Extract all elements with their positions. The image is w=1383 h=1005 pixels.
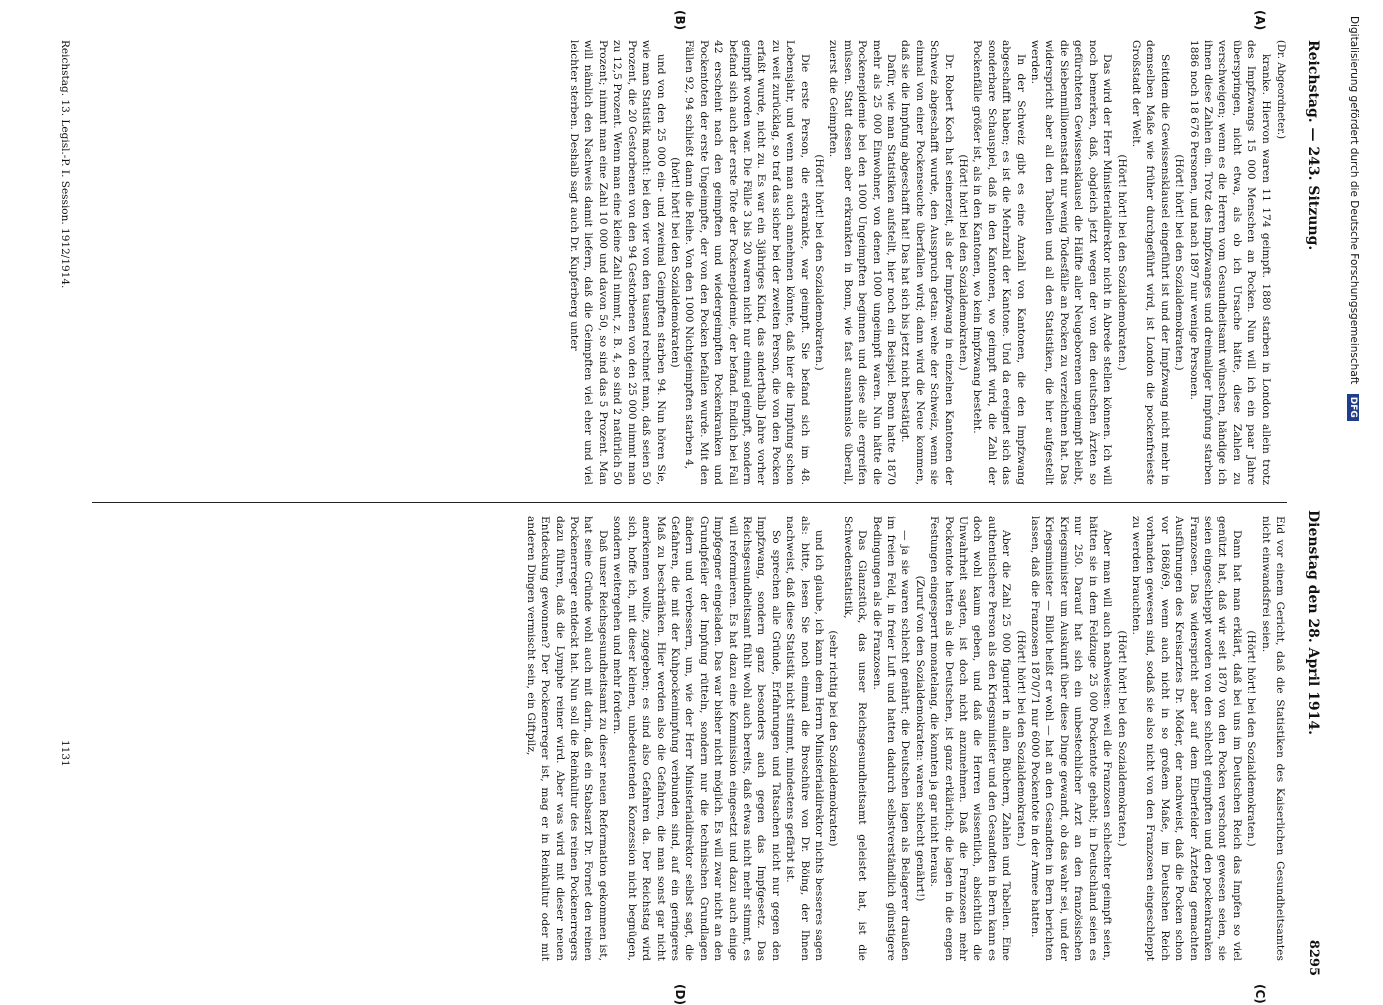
document-sheet xyxy=(49,10,1327,1005)
margin-mark-a: (A) xyxy=(1253,10,1267,31)
interjection: (Hört! hört! bei den Sozialdemokraten.) xyxy=(1115,630,1128,847)
interjection: (Hört! hört! bei den Sozialdemokraten.) xyxy=(957,154,970,371)
footer-session: Reichstag. 13. Legisl.-P. I. Session. 1912/1914. xyxy=(59,40,71,289)
paragraph: Das wird der Herr Ministerialdirektor nicht in Abrede stellen können. Ich will noch bemerken, daß, obgleich jetzt wegen der von den deutschen Ärzten so gefürchteten Gewissensklausel die Hälfte aller Neugeborenen ungeimpft bleibt, die Siebenmillionenstadt nur wenig Todesfälle an Pocken zu verzeichnen hat. Das widerspricht aber all den Tabellen und all den Statistiken, die hier aufgestellt werden. xyxy=(1029,40,1114,485)
margin-mark-c: (C) xyxy=(1253,984,1267,1004)
interjection: (Hört! hört! bei den Sozialdemokraten.) xyxy=(1115,154,1128,371)
interjection: (Hört! hört! bei den Sozialdemokraten.) xyxy=(1245,630,1258,847)
digitization-note xyxy=(1340,16,1360,976)
paragraph: In der Schweiz gibt es eine Anzahl von Kantonen, die den Impfzwang abgeschafft haben; es ist die Mehrzahl der Kantone. Und da ereignet sich das sonderbare Schauspiel, daß in den Kantonen, wo geimpft wird, die Zahl der Pockenfälle größer ist, als in den Kantonen, wo kein Impfzwang besteht. xyxy=(971,40,1027,485)
margin-mark-d: (D) xyxy=(673,984,687,1005)
paragraph: und ich glaube, ich kann dem Herrn Ministerialdirektor nichts besseres sagen als: bitte, lesen Sie noch einmal die Broschüre von Dr. Böing, der Ihnen nachweist, daß diese Statistik nicht stimmt, mindestens gefärbt ist. xyxy=(784,516,825,961)
interjection: (sehr richtig bei den Sozialdemokraten) xyxy=(827,630,840,847)
paragraph: Aber die Zahl 25 000 figuriert in allen Büchern, Zahlen und Tabellen. Eine authentischere Person als den Kriegsminister und den Gesandten in Bern kann es doch wohl kaum geben, und daß die Herren wissentlich, absichtlich die Unwahrheit sagten, ist doch nicht anzunehmen. Daß die Franzosen mehr Pockentote hatten als die Deutschen, ist ganz erklärlich; die lagen in die engen Festungen eingesperrt monatelang, die konnten ja gar nicht heraus. xyxy=(928,516,1013,961)
column-divider xyxy=(92,502,1287,503)
paragraph: kranke. Hiervon waren 11 174 geimpft. 1880 starben in London allein trotz des Impfzwangs 15 000 Menschen an Pocken. Nun will ich ein paar Jahre überspringen, nicht etwa, als ob ich Ursache hätte, diese Zahlen zu verschweigen; wenn es die Herren vom Gesundheitsamt wünschen, händige ich ihnen diese Zahlen ein. Trotz des Impfzwanges und dreimaliger Impfung starben 1886 noch 18 676 Personen, und nach 1897 nur wenige Personen. xyxy=(1187,40,1272,485)
margin-mark-b: (B) xyxy=(673,10,687,31)
paragraph: Dr. Robert Koch hat seinerzeit, als der Impfzwang in einzelnen Kantonen der Schweiz abgeschafft wurde, den Ausspruch getan: wehe der Schweiz, wenn sie einmal von einer Pockenseuche überfallen wird; dann wird die Neue kommen, daß sie die Impfung abgeschafft hat! Das hat sich bis jetzt nicht bestätigt. xyxy=(899,40,955,485)
paragraph: Seitdem die Gewissensklausel eingeführt ist und der Impfzwang nicht mehr in demselben Maße wie früher durchgeführt wird, ist London die pockenfreieste Großstadt der Welt. xyxy=(1129,40,1171,485)
footer-page: 1131 xyxy=(59,740,71,767)
header-date: Dienstag den 28. April 1914. xyxy=(1305,510,1321,735)
interjection: (Hört! hört! bei den Sozialdemokraten.) xyxy=(1014,630,1027,847)
page-number: 8295 xyxy=(1306,939,1321,976)
left-column xyxy=(77,40,1287,485)
paragraph: Das Glanzstück, das unser Reichsgesundheitsamt geleistet hat, ist die Schwedenstatistik, xyxy=(841,516,869,961)
paragraph: Daß unser Reichsgesundheitsamt zu dieser neuen Reformation gekommen ist, hat seine Gründe wohl auch mit darin, daß ein Stabsarzt Dr. Fornet den reinen Pockenerreger entdeckt hat. Nun soll die Reinkultur des reinen Pockenerregers dazu führen, daß die Lymphe reiner wird. Aber was wird mit dieser neuen Entdeckung gewonnen? Der Pockenerreger ist, mag er in Reinkultur oder mit anderen Dingen vermischt sein, ein Giftpilz, xyxy=(524,516,609,961)
interjection: (hört! hört! bei den Sozialdemokraten) xyxy=(668,157,681,368)
header-session: Reichstag. — 243. Sitzung. xyxy=(1305,40,1321,251)
interjection: (Hört! hört! bei den Sozialdemokraten.) xyxy=(1173,154,1186,371)
paragraph: — ja sie waren schlecht genährt; die Deutschen lagen als Belagerer draußen im freien Feld, in freier Luft und hatten dadurch selbstverständlich günstigere Bedingungen als die Franzosen. xyxy=(870,516,912,961)
paragraph: Dafür, wie man Statistiken aufstellt, hier noch ein Beispiel. Bonn hatte 1870 mehr als 25 000 Einwohner, von denen 1000 ungeimpft waren. Nun hätte die Pockenepidemie bei den 1000 Ungeimpften beginnen und diese alle ergreifen müssen. Statt dessen aber erkrankten in Bonn, wie fast ausnahmslos überall, zuerst die Geimpften. xyxy=(827,40,898,485)
paragraph: Die erste Person, die erkrankte, war geimpft. Sie befand sich im 48. Lebensjahr, und wenn man auch annehmen könnte, daß hier die Impfung schon zu weit zurücklag, so traf das sicher bei der zweiten Person, die von den Pocken erfaßt wurde, nicht zu. Es war ein 3jähriges Kind, das anderthalb Jahre vorher geimpft worden war. Die Fälle 3 bis 20 waren nicht nur einmal geimpft, sondern befand sich auch der erste Tote der Pockenepidemie, der befand. Endlich bei Fall 42 erscheint nach den geimpften und wiedergeimpften Pockenkranken und Pockentoten der erste Ungeimpfte, der von den Pocken befallen wurde. Mit den Fällen 92, 94 schließt dann die Reihe. Von den 1000 Nichtgeimpften starben 4, xyxy=(683,40,811,485)
paragraph: Aber man will auch nachweisen: weil die Franzosen schlechter geimpft seien, hätten sie in dem Feldzuge 25 000 Pockentote gehabt; in Deutschland seien es nur 250. Darauf hat sich ein unbestechlicher Arzt an den französischen Kriegsminister um Auskunft über diese Dinge gewandt, ob das wahr sei, und der Kriegsminister — Billot heißt er wohl — hat an den Gesandten in Bern berichten lassen, daß die Franzosen 1870/71 nur 6000 Pockentote in der Armee hatten. xyxy=(1029,516,1114,961)
interjection: (Zuruf von den Sozialdemokraten: waren schlecht genährt!) xyxy=(913,575,926,902)
paragraph: Dann hat man erklärt, daß bei uns im Deutschen Reich das Impfen so viel genützt hat, daß wir seit 1870 von den Pocken verschont gewesen seien, sie seien eingeschleppt worden von den schlecht geimpften und den pockenkranken Franzosen. Das widerspricht aber auf dem Elberfelder Ärztetag gemachten Ausführungen des Kreisarztes Dr. Möder, der nachweist, daß die Pocken schon vor 1868/69, wenn auch nicht in so großem Maße, im Deutschen Reich vorhanden gewesen sind, sodaß sie also nicht von den Franzosen eingeschleppt zu werden brauchten. xyxy=(1129,516,1243,961)
paragraph: So sprechen alle Gründe, Erfahrungen und Tatsachen nicht nur gegen den Impfzwang, sondern ganz besonders auch gegen das Impfgesetz. Das Reichsgesundheitsamt fühlt wohl auch bereits, daß etwas nicht mehr stimmt, es will reformieren. Es hat dazu eine Kommission eingesetzt und dazu auch einige Impfgegner eingeladen. Das war bisher nicht möglich. Es will zwar nicht an den Grundpfeiler der Impfung rütteln, sondern nur die technischen Grundlagen ändern und verbessern, um, wie der Herr Ministerialdirektor selbst sagt, die Gefahren, die mit der Kuhpockenimpfung verbunden sind, auf ein geringeres Maß zu beschränken. Hier werden also die Gefahren, die man sonst gar nicht anerkennen wollte, zugegeben; es sind also Gefahren da. Der Reichstag wird sich, hoffe ich, mit dieser kleinen, unbedeutenden Konzession nicht begnügen, sondern weitergehen und mehr fordern. xyxy=(611,516,782,961)
speaker-label: (Dr. Abgeordneter.) xyxy=(1275,40,1286,140)
right-column xyxy=(77,516,1287,961)
dfg-logo: DFG xyxy=(1347,394,1359,421)
paragraph: und von den 25 000 ein- und zweimal Geimpften starben 94. Nun hören Sie, wie man Statistik macht: bei den vier von den tausend rechnet man, daß seien 50 Prozent, die 20 Gestorbenen von den 94 Gestorbenen von den 25 000 nimmt man zu 12,5 Prozent. Wenn man eine kleine Zahl nimmt, z. B. 4, so sind 2 natürlich 50 Prozent; nimmt man eine Zahl 10 000 und davon 50, so sind das 5 Prozent. Man will nämlich den Nachweis damit liefern, daß die Geimpften viel eher und viel leichter sterben. Deshalb sagt auch Dr. Kupferberg unter xyxy=(568,40,667,485)
paragraph: Eid vor einem Gericht, daß die Statistiken des Kaiserlichen Gesundheitsamtes nicht einwandsfrei seien. xyxy=(1259,516,1286,961)
digitization-text: Digitalisierung gefördert durch die Deutsche Forschungsgemeinschaft xyxy=(1348,16,1360,385)
interjection: (Hört! hört! bei den Sozialdemokraten.) xyxy=(813,154,825,371)
page-header xyxy=(1293,40,1327,976)
page-footer xyxy=(51,40,73,976)
